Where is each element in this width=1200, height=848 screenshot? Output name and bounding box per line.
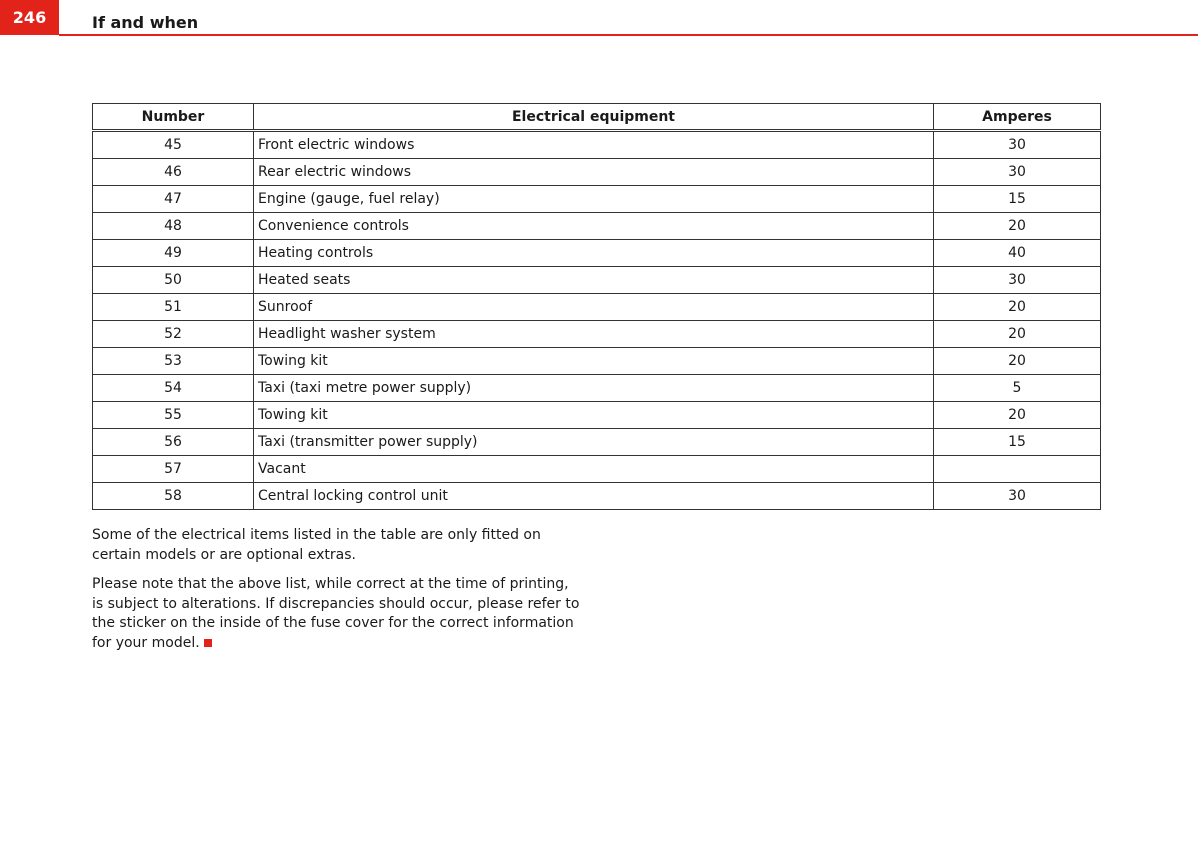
header-divider (59, 34, 1198, 36)
equipment-cell: Sunroof (254, 294, 934, 321)
amperes-cell (934, 456, 1101, 483)
page-header (0, 0, 1200, 37)
table-row (93, 483, 1101, 510)
equipment-cell: Heated seats (254, 267, 934, 294)
amperes-cell: 30 (934, 267, 1101, 294)
table-row (93, 429, 1101, 456)
column-header-number: Number (93, 104, 254, 131)
table-row (93, 375, 1101, 402)
amperes-cell: 20 (934, 321, 1101, 348)
fuse-number-cell: 54 (93, 375, 254, 402)
fuse-number-cell: 53 (93, 348, 254, 375)
note-paragraph: Some of the electrical items listed in the table are only fitted on certain models or are optional extras. (92, 527, 541, 563)
table-row (93, 348, 1101, 375)
amperes-cell: 15 (934, 186, 1101, 213)
notes (92, 526, 582, 663)
fuse-number-cell: 45 (93, 131, 254, 159)
fuse-number-cell: 57 (93, 456, 254, 483)
amperes-cell: 30 (934, 159, 1101, 186)
equipment-cell: Convenience controls (254, 213, 934, 240)
fuse-number-cell: 51 (93, 294, 254, 321)
note-paragraph-with-end-mark (92, 575, 582, 653)
fuse-number-cell: 58 (93, 483, 254, 510)
table-row (93, 294, 1101, 321)
table-row (93, 186, 1101, 213)
equipment-cell: Taxi (transmitter power supply) (254, 429, 934, 456)
fuse-number-cell: 49 (93, 240, 254, 267)
equipment-cell: Rear electric windows (254, 159, 934, 186)
equipment-cell: Central locking control unit (254, 483, 934, 510)
fuse-table (92, 103, 1101, 510)
amperes-cell: 20 (934, 213, 1101, 240)
fuse-number-cell: 47 (93, 186, 254, 213)
page-number: 246 (0, 0, 59, 35)
amperes-cell: 40 (934, 240, 1101, 267)
amperes-cell: 5 (934, 375, 1101, 402)
table-body (93, 131, 1101, 510)
table-row (93, 321, 1101, 348)
table-row (93, 213, 1101, 240)
equipment-cell: Towing kit (254, 402, 934, 429)
fuse-number-cell: 52 (93, 321, 254, 348)
table-row (93, 456, 1101, 483)
equipment-cell: Headlight washer system (254, 321, 934, 348)
fuse-number-cell: 50 (93, 267, 254, 294)
equipment-cell: Towing kit (254, 348, 934, 375)
column-header-amperes: Amperes (934, 104, 1101, 131)
column-header-equipment: Electrical equipment (254, 104, 934, 131)
fuse-number-cell: 48 (93, 213, 254, 240)
equipment-cell: Engine (gauge, fuel relay) (254, 186, 934, 213)
amperes-cell: 20 (934, 402, 1101, 429)
equipment-cell: Heating controls (254, 240, 934, 267)
equipment-cell: Vacant (254, 456, 934, 483)
amperes-cell: 20 (934, 348, 1101, 375)
equipment-cell: Taxi (taxi metre power supply) (254, 375, 934, 402)
table-row (93, 267, 1101, 294)
fuse-number-cell: 56 (93, 429, 254, 456)
table-row (93, 240, 1101, 267)
equipment-cell: Front electric windows (254, 131, 934, 159)
table-row (93, 402, 1101, 429)
table-header-row (93, 104, 1101, 131)
amperes-cell: 30 (934, 131, 1101, 159)
amperes-cell: 15 (934, 429, 1101, 456)
fuse-number-cell: 46 (93, 159, 254, 186)
table-row (93, 131, 1101, 159)
section-title: If and when (92, 13, 199, 32)
end-of-section-icon (204, 639, 212, 647)
table-row (93, 159, 1101, 186)
amperes-cell: 30 (934, 483, 1101, 510)
fuse-number-cell: 55 (93, 402, 254, 429)
note-text: Please note that the above list, while correct at the time of printing, is subject to alterations. If discrepancies should occur, please refer to the sticker on the inside of the fuse cover for the correct information for your model. (92, 576, 580, 651)
amperes-cell: 20 (934, 294, 1101, 321)
